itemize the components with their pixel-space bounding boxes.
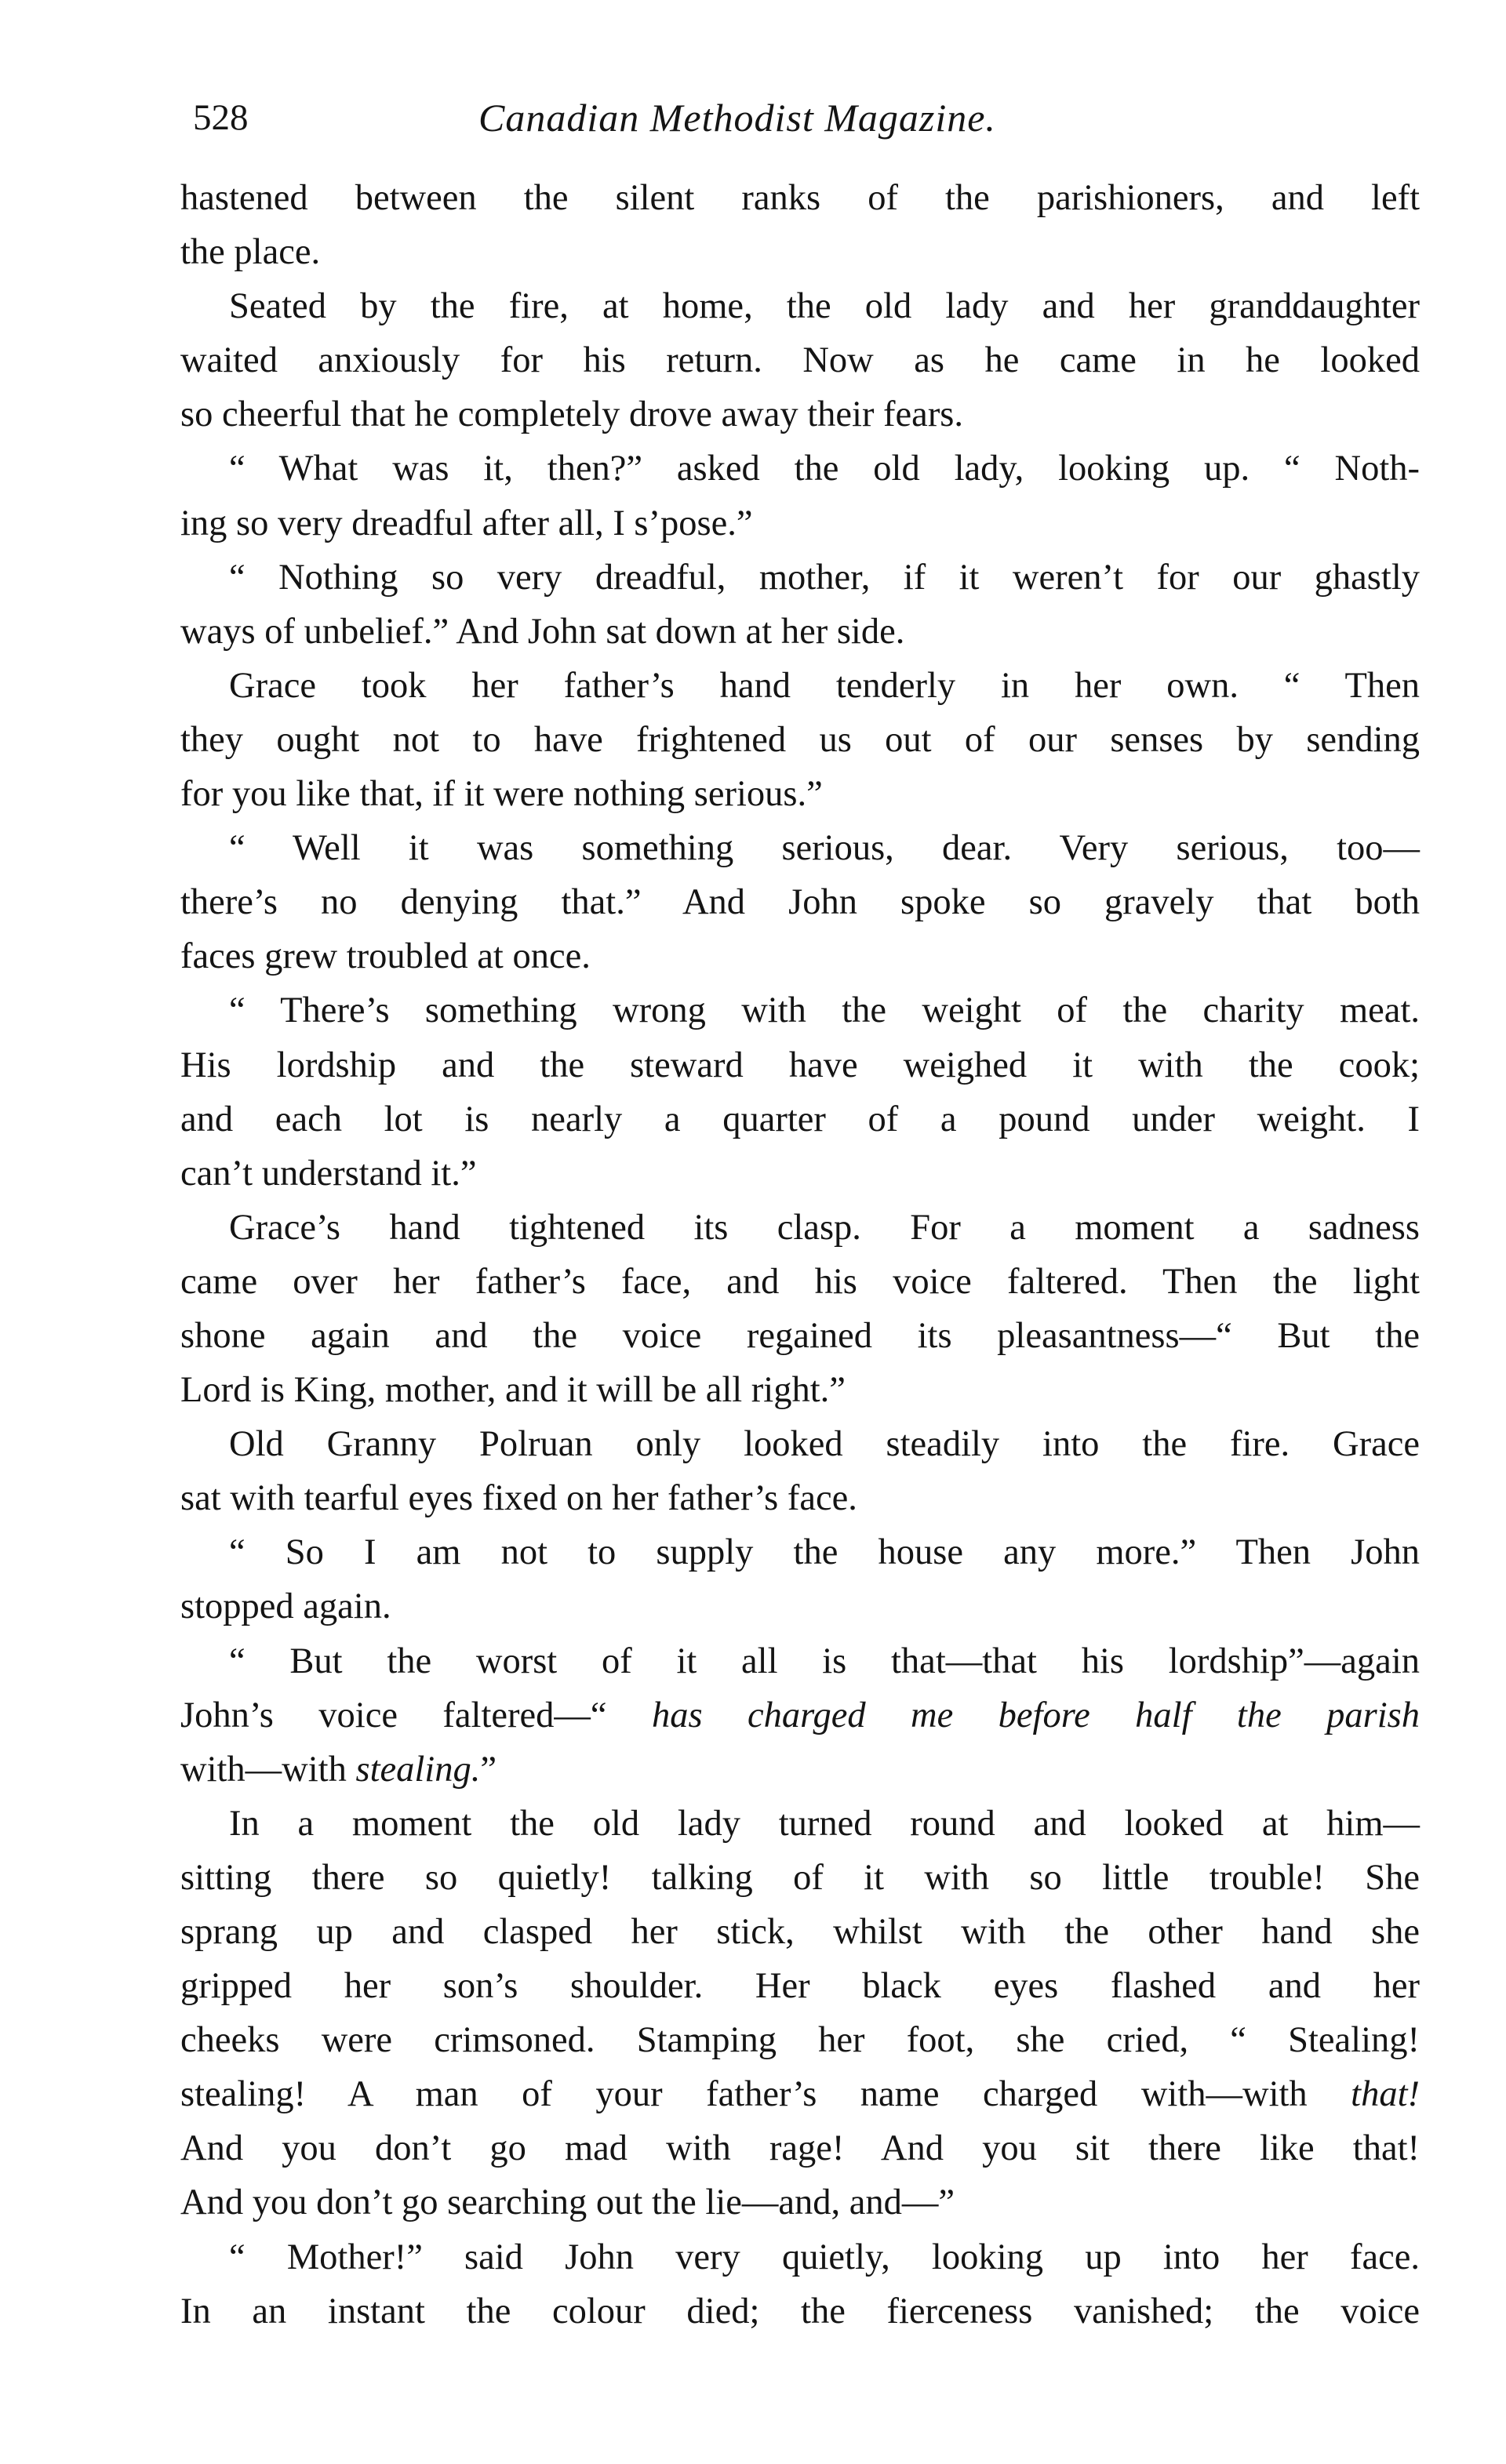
text-line: gripped her son’s shoulder. Her black eyes flashed and her bbox=[180, 1966, 1420, 2007]
text-line: cheeks were crimsoned. Stamping her foot, she cried, “ Stealing! bbox=[180, 2020, 1420, 2061]
italic-text: has charged me before half the parish bbox=[651, 1695, 1420, 1735]
body-text bbox=[180, 171, 1420, 2339]
text-line: ing so very dreadful after all, I s’pose.” bbox=[180, 503, 753, 543]
text-line: “ But the worst of it all is that—that his lordship”—again bbox=[229, 1641, 1420, 1681]
text-line: sat with tearful eyes fixed on her father’s face. bbox=[180, 1478, 857, 1519]
italic-text: stealing. bbox=[355, 1749, 481, 1790]
text-line: Grace’s hand tightened its clasp. For a moment a sadness bbox=[229, 1207, 1420, 1248]
text-line: there’s no denying that.” And John spoke so gravely that both bbox=[180, 882, 1420, 923]
text-line: so cheerful that he completely drove away their fears. bbox=[180, 394, 964, 435]
text-line: In a moment the old lady turned round and looked at him— bbox=[229, 1803, 1420, 1844]
text-line: the place. bbox=[180, 232, 321, 273]
text-line: “ There’s something wrong with the weight of the charity meat. bbox=[229, 990, 1420, 1031]
text-line: waited anxiously for his return. Now as he came in he looked bbox=[180, 340, 1420, 381]
text-line: shone again and the voice regained its pleasantness—“ But the bbox=[180, 1315, 1420, 1356]
text-line: “ What was it, then?” asked the old lady, looking up. “ Noth- bbox=[229, 449, 1420, 489]
text-line: Grace took her father’s hand tenderly in her own. “ Then bbox=[229, 665, 1420, 706]
text-line: His lordship and the steward have weighed it with the cook; bbox=[180, 1045, 1420, 1085]
text-line: “ Mother!” said John very quietly, looking up into her face. bbox=[229, 2237, 1420, 2277]
running-head bbox=[180, 94, 1420, 141]
text-line: for you like that, if it were nothing serious.” bbox=[180, 774, 823, 815]
text-line: they ought not to have frightened us out of our senses by sending bbox=[180, 719, 1420, 760]
text-line: In an instant the colour died; the fierceness vanished; the voice bbox=[180, 2291, 1420, 2331]
book-page bbox=[180, 94, 1420, 2339]
text-line: John’s voice faltered—“ has charged me before half the parish bbox=[180, 1695, 1420, 1735]
page-number: 528 bbox=[193, 97, 249, 138]
text-line: ways of unbelief.” And John sat down at her side. bbox=[180, 611, 905, 652]
text-line: “ So I am not to supply the house any more.” Then John bbox=[229, 1532, 1420, 1573]
italic-text: that! bbox=[1351, 2074, 1420, 2115]
text-line: Lord is King, mother, and it will be all right.” bbox=[180, 1370, 846, 1411]
text-line: with—with stealing.” bbox=[180, 1749, 497, 1790]
text-line: “ Nothing so very dreadful, mother, if it weren’t for our ghastly bbox=[229, 557, 1420, 598]
text-line: stealing! A man of your father’s name charged with—with that! bbox=[180, 2074, 1420, 2115]
text-line: faces grew troubled at once. bbox=[180, 936, 591, 977]
text-line: and each lot is nearly a quarter of a pound under weight. I bbox=[180, 1099, 1420, 1139]
text-line: stopped again. bbox=[180, 1586, 391, 1627]
text-line: can’t understand it.” bbox=[180, 1153, 477, 1194]
text-line: And you don’t go searching out the lie—and, and—” bbox=[180, 2182, 955, 2223]
text-line: came over her father’s face, and his voice faltered. Then the light bbox=[180, 1261, 1420, 1302]
text-line: hastened between the silent ranks of the parishioners, and left bbox=[180, 178, 1420, 218]
text-line: “ Well it was something serious, dear. Very serious, too— bbox=[229, 828, 1420, 869]
text-line: sprang up and clasped her stick, whilst with the other hand she bbox=[180, 1912, 1420, 1952]
text-line: Seated by the fire, at home, the old lady and her granddaughter bbox=[229, 286, 1420, 327]
text-line: sitting there so quietly! talking of it with so little trouble! She bbox=[180, 1857, 1420, 1898]
text-line: And you don’t go mad with rage! And you sit there like that! bbox=[180, 2128, 1420, 2169]
running-title: Canadian Methodist Magazine. bbox=[478, 96, 996, 140]
text-line: Old Granny Polruan only looked steadily into the fire. Grace bbox=[229, 1424, 1420, 1465]
